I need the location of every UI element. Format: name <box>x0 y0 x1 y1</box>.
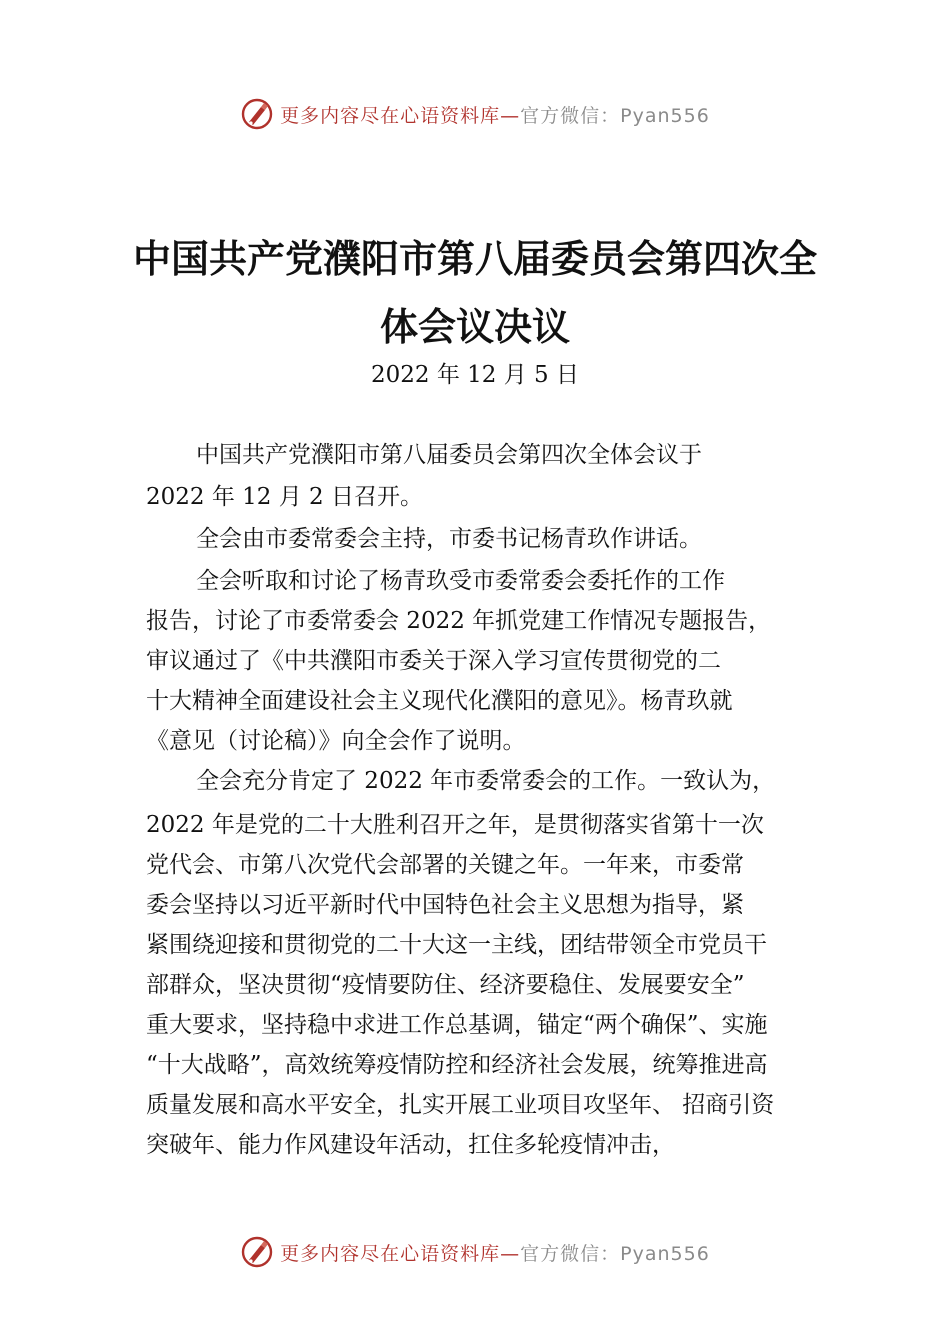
document-date: 2022 年 12 月 5 日 <box>371 362 579 388</box>
body-line: 重大要求，坚持稳中求进工作总基调，锚定“两个确保”、实施 <box>146 1012 768 1038</box>
pen-nib-circle-icon <box>240 1235 274 1269</box>
watermark-wechat-text: 官方微信：Pyan556 <box>520 1242 710 1265</box>
body-line: 中国共产党濮阳市第八届委员会第四次全体会议于 <box>196 442 702 468</box>
document-title-line-1: 中国共产党濮阳市第八届委员会第四次全 <box>132 237 817 281</box>
watermark-text <box>280 101 710 128</box>
body-line: 2022 年是党的二十大胜利召开之年，是贯彻落实省第十一次 <box>146 812 764 838</box>
watermark-wechat-text: 官方微信：Pyan556 <box>520 104 710 127</box>
body-line: 全会听取和讨论了杨青玖受市委常委会委托作的工作 <box>196 568 725 594</box>
watermark-library-text: 更多内容尽在心语资料库— <box>280 1242 521 1265</box>
watermark-text <box>280 1239 710 1266</box>
body-line: 全会由市委常委会主持，市委书记杨青玖作讲话。 <box>196 526 702 552</box>
watermark-header <box>0 94 950 134</box>
body-line: 党代会、市第八次党代会部署的关键之年。一年来，市委常 <box>146 852 744 878</box>
body-line: 审议通过了《中共濮阳市委关于深入学习宣传贯彻党的二 <box>146 648 721 674</box>
body-line: 紧围绕迎接和贯彻党的二十大这一主线，团结带领全市党员干 <box>146 932 767 958</box>
body-line: 报告，讨论了市委常委会 2022 年抓党建工作情况专题报告， <box>146 608 772 634</box>
body-line: 突破年、能力作风建设年活动，扛住多轮疫情冲击， <box>146 1132 675 1158</box>
body-line: 《意见（讨论稿）》向全会作了说明。 <box>146 728 526 754</box>
watermark-footer <box>0 1232 950 1272</box>
document-title-line-2: 体会议决议 <box>379 305 570 349</box>
body-line: 部群众，坚决贯彻“疫情要防住、经济要稳住、发展要安全” <box>146 972 745 998</box>
body-line: 十大精神全面建设社会主义现代化濮阳的意见》。杨青玖就 <box>146 688 733 714</box>
pen-nib-circle-icon <box>240 97 274 131</box>
body-line: 委会坚持以习近平新时代中国特色社会主义思想为指导，紧 <box>146 892 744 918</box>
body-line: 质量发展和高水平安全，扎实开展工业项目攻坚年、 招商引资 <box>146 1092 775 1118</box>
body-line: 2022 年 12 月 2 日召开。 <box>146 484 423 510</box>
body-line: “十大战略”，高效统筹疫情防控和经济社会发展，统筹推进高 <box>146 1052 768 1078</box>
watermark-library-text: 更多内容尽在心语资料库— <box>280 104 521 127</box>
body-line: 全会充分肯定了 2022 年市委常委会的工作。一致认为， <box>196 768 776 794</box>
